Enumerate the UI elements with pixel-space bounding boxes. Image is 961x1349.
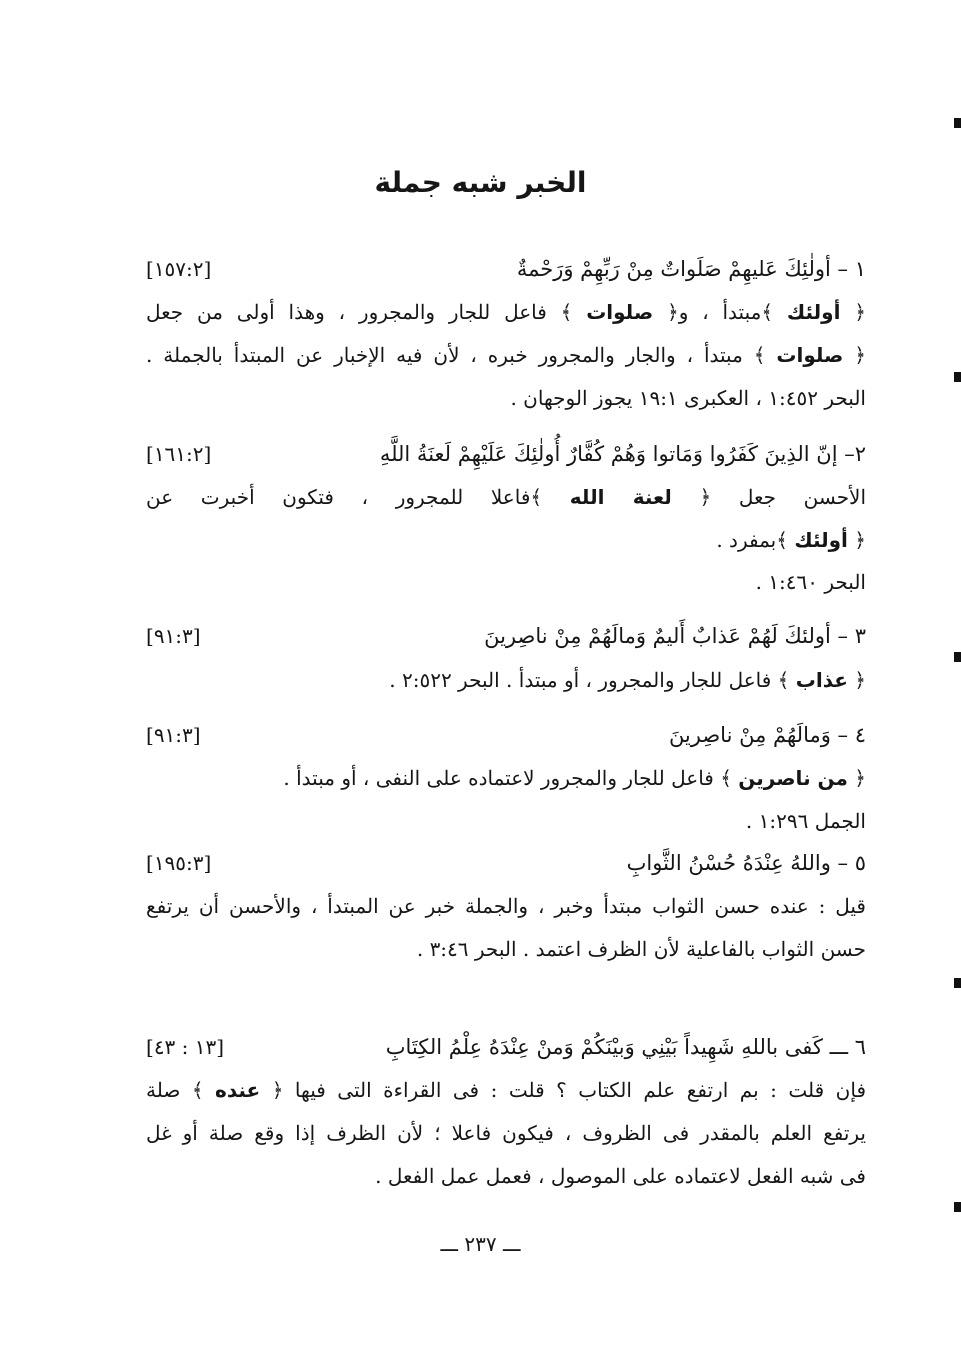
commentary-line [146, 884, 866, 928]
commentary-line [146, 1111, 866, 1155]
margin-mark [954, 1202, 961, 1212]
quoted-term: صلوات [776, 343, 844, 367]
verse-reference: [١٦١:٢] [146, 442, 212, 466]
verse-text: ٣ – أولئكَ لَهُمْ عَذابٌ أَليمٌ وَمالَهُمْ مِنْ ناصِرينَ [484, 624, 866, 648]
margin-mark [954, 372, 961, 382]
commentary-text: ﴾ فاعل للجار والمجرور لاعتماده على النفى ، أو مبتدأ . [283, 766, 739, 790]
quoted-term: عنده [215, 1078, 261, 1102]
commentary-text: ﴿ [847, 766, 866, 790]
commentary-text: البحر ١:٤٥٢ ، العكبرى ١٩:١ يجوز الوجهان . [510, 386, 866, 410]
commentary-line [146, 560, 866, 604]
commentary-text: ﴾بمفرد . [716, 528, 795, 552]
commentary-text: الأحسن جعل ﴿ [671, 485, 866, 509]
commentary-line [146, 333, 866, 377]
quoted-term: عذاب [795, 668, 848, 692]
commentary-line [146, 1068, 866, 1112]
commentary-line [146, 927, 866, 971]
commentary-line [146, 376, 866, 420]
quoted-term: أولئك [786, 300, 841, 324]
verse-reference: [١٩٥:٣] [146, 851, 212, 875]
page-heading: الخبر شبه جملة [374, 166, 587, 199]
verse-reference: [١٣ : ٤٣] [146, 1035, 225, 1059]
commentary-text: ﴿ [847, 528, 866, 552]
commentary-text: ﴾ فاعل للجار والمجرور ، أو مبتدأ . البحر ٢:٥٢٢ . [389, 668, 796, 692]
commentary-text: الجمل ١:٢٩٦ . [745, 809, 866, 833]
verse-text: ١ – أولٰئِكَ عَليهِمْ صَلَواتٌ مِنْ رَبِّهِمْ وَرَحْمةٌ [516, 257, 866, 281]
quoted-term: لعنة الله [569, 485, 672, 509]
commentary-text: فإن قلت : بم ارتفع علم الكتاب ؟ قلت : فى القراءة التى فيها ﴿ [260, 1078, 866, 1102]
commentary-text: ﴿ [840, 300, 866, 324]
commentary-line [146, 475, 866, 519]
verse-reference: [٩١:٣] [146, 723, 201, 747]
quoted-term: من ناصرين [738, 766, 848, 790]
commentary-text: قيل : عنده حسن الثواب مبتدأ وخبر ، والجملة خبر عن المبتدأ ، والأحسن أن يرتفع [146, 894, 866, 918]
margin-mark [954, 978, 961, 988]
commentary-text: ﴾ صلة [146, 1078, 216, 1102]
commentary-line [146, 290, 866, 334]
commentary-line [146, 518, 866, 562]
margin-mark [954, 652, 961, 662]
margin-mark [954, 118, 961, 128]
commentary-text: حسن الثواب بالفاعلية لأن الظرف اعتمد . البحر ٣:٤٦ . [416, 937, 866, 961]
page-number: ـــ ٢٣٧ ـــ [440, 1232, 521, 1256]
verse-reference: [٩١:٣] [146, 624, 201, 648]
commentary-line [146, 1154, 866, 1198]
commentary-text: ﴾فاعلا للمجرور ، فتكون أخبرت عن [146, 485, 570, 509]
commentary-text: ﴾مبتدأ ، و﴿ [653, 300, 787, 324]
commentary-text: ﴿ [847, 668, 866, 692]
verse-text: ٦ ـــ كَفى باللهِ شَهِيداً بَيْنِي وَبيْنَكُمْ وَمنْ عِنْدَهُ عِلْمُ الكِتَابِ [385, 1035, 866, 1059]
commentary-text: البحر ١:٤٦٠ . [755, 570, 866, 594]
quoted-term: أولئك [794, 528, 848, 552]
commentary-line [146, 799, 866, 843]
quoted-term: صلوات [586, 300, 654, 324]
commentary-text: يرتفع العلم بالمقدر فى الظروف ، فيكون فاعلا ؛ لأن الظرف إذا وقع صلة أو غل [146, 1121, 866, 1145]
commentary-line [146, 756, 866, 800]
commentary-line [146, 658, 866, 702]
verse-text: ٥ – واللهُ عِنْدَهُ حُسْنُ الثَّوابِ [626, 851, 866, 875]
commentary-text: ﴿ [843, 343, 866, 367]
verse-reference: [١٥٧:٢] [146, 257, 212, 281]
commentary-text: ﴾ مبتدأ ، والجار والمجرور خبره ، لأن فيه الإخبار عن المبتدأ بالجملة . [146, 343, 777, 367]
verse-text: ٢– إنّ الذِينَ كَفَرُوا وَمَاتوا وَهُمْ كُفَّارٌ أُولٰئِكَ عَلَيْهِمْ لَعنَةُ اللَّهِ [379, 442, 866, 466]
verse-text: ٤ – وَمالَهُمْ مِنْ ناصِرينَ [668, 723, 866, 747]
commentary-text: ﴾ فاعل للجار والمجرور ، وهذا أولى من جعل [146, 300, 587, 324]
commentary-text: فى شبه الفعل لاعتماده على الموصول ، فعمل عمل الفعل . [375, 1164, 866, 1188]
